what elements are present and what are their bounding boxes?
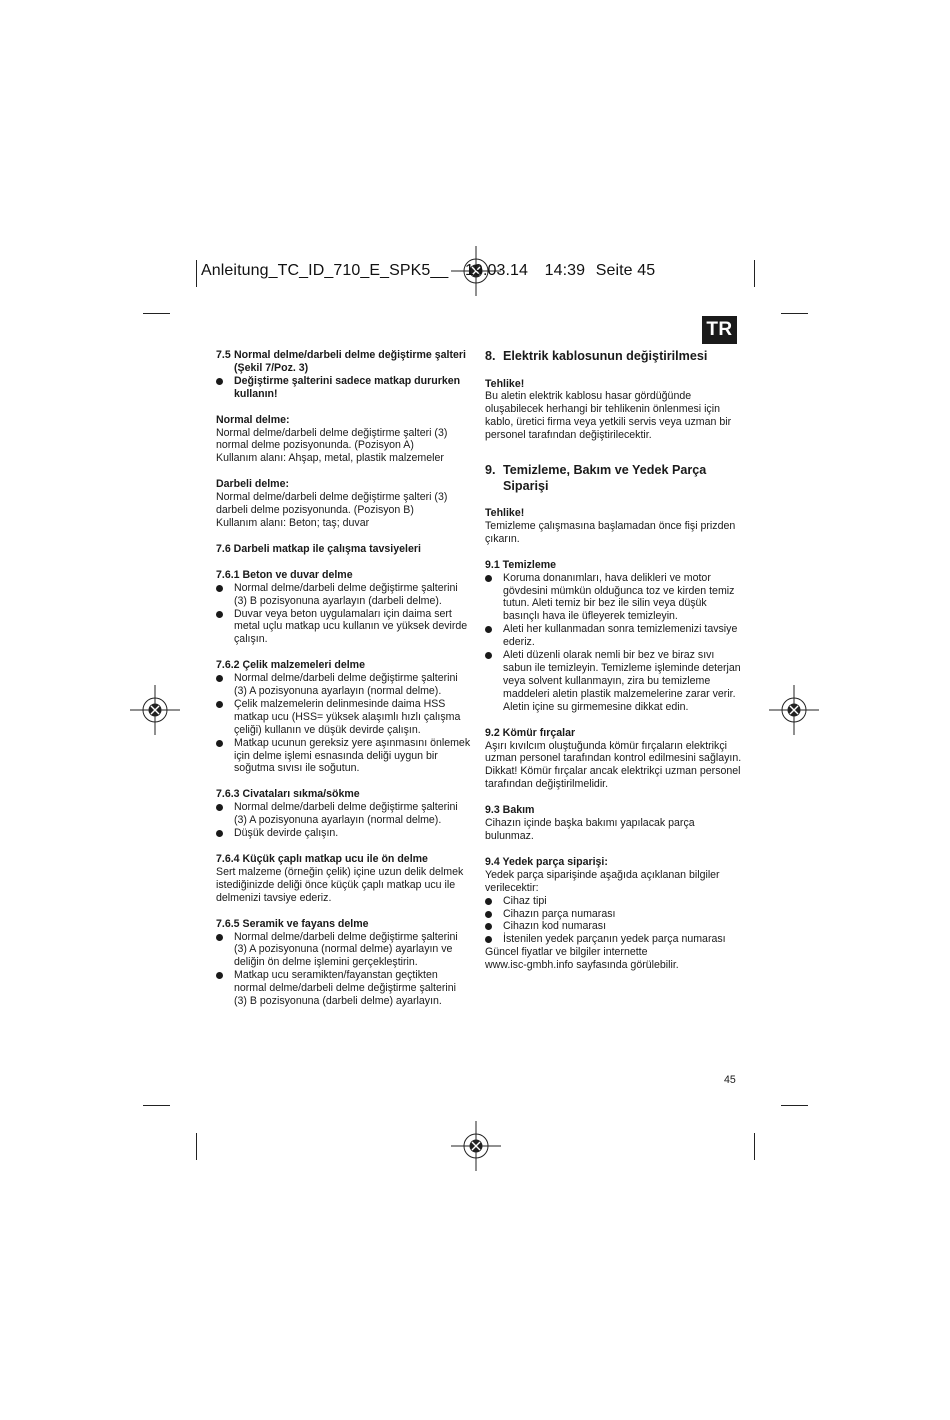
- bullet-icon: [216, 969, 234, 1008]
- slug-page: Seite 45: [595, 262, 656, 279]
- chapter-number: 9.: [485, 463, 496, 478]
- subsection-heading: 9.3 Bakım: [485, 804, 535, 817]
- crop-mark: [754, 1133, 755, 1160]
- paragraph: Bu aletin elektrik kablosu hasar gördüğünde oluşabilecek herhangi bir tehlikenin önlenmesi için kablo, üretici firma veya yetkili servis veya uzman bir personel tarafından değiştirilecektir.: [485, 390, 732, 442]
- paragraph-line: Normal delme/darbeli delme değiştirme şalteri (3): [216, 491, 448, 504]
- list-item: [485, 933, 743, 946]
- section-title: Normal delme/darbeli delme değiştirme şalteri (Şekil 7/Poz. 3): [234, 349, 466, 374]
- slug-file: Anleitung_TC_ID_710_E_SPK5__: [201, 262, 449, 279]
- warning-label: Tehlike!: [485, 377, 525, 390]
- slug-date: 19.03.14: [464, 262, 529, 279]
- bullet-icon: [216, 608, 234, 647]
- list-item-text: Cihazın parça numarası: [503, 907, 616, 920]
- crop-mark: [143, 313, 170, 314]
- chapter-heading: [485, 349, 743, 365]
- paragraph: Aşırı kıvılcım oluştuğunda kömür fırçaların elektrikçi uzman personel tarafından kontrol edilmesini sağlayın.: [485, 739, 742, 765]
- warning-label: Tehlike!: [485, 507, 525, 520]
- subheading: Darbeli delme:: [216, 478, 290, 491]
- bullet-icon: [216, 672, 234, 698]
- list-item-text: İstenilen yedek parçanın yedek parça numarası: [503, 933, 726, 946]
- list-item: [216, 737, 471, 776]
- list-item: [216, 698, 471, 737]
- list-item: [485, 908, 743, 921]
- list-item: [485, 572, 743, 624]
- subsection-heading: 7.6.4 Küçük çaplı matkap ucu ile ön delme: [216, 853, 428, 865]
- paragraph: Dikkat! Kömür fırçalar ancak elektrikçi uzman personel tarafından değiştirilmelidir.: [485, 765, 741, 791]
- registration-mark-icon: [769, 685, 819, 735]
- list-item-text: Aleti her kullanmadan sonra temizlemenizi tavsiye ederiz.: [503, 623, 738, 649]
- bullet-icon: [216, 582, 234, 608]
- crop-mark: [196, 260, 197, 287]
- bullet-icon: [216, 931, 234, 970]
- subsection-heading: 7.6.2 Çelik malzemeleri delme: [216, 659, 365, 672]
- bullet-icon: [485, 572, 503, 624]
- bullet-icon: [216, 737, 234, 776]
- subsection-heading: 9.1 Temizleme: [485, 558, 557, 571]
- paragraph-line: Kullanım alanı: Ahşap, metal, plastik malzemeler: [216, 452, 444, 465]
- bullet-icon: [216, 698, 234, 737]
- paragraph: Yedek parça siparişinde aşağıda açıklanan bilgiler verilecektir:: [485, 868, 720, 894]
- list-item-text: Normal delme/darbeli delme değiştirme şalterini (3) A pozisyonuna ayarlayın (normal delme).: [234, 801, 458, 827]
- list-item-text: Koruma donanımları, hava delikleri ve motor gövdesini mümkün olduğunca toz ve kirden temiz tutun. Aleti temiz bir bez ile silin veya düşük basınçlı hava ile üfleyerek temizleyin.: [503, 571, 735, 623]
- list-item: [216, 672, 471, 698]
- bullet-icon: [216, 801, 234, 827]
- subsection-heading: 7.6.5 Seramik ve fayans delme: [216, 917, 369, 930]
- chapter-title: Temizleme, Bakım ve Yedek Parça Siparişi: [503, 463, 707, 493]
- list-item: [485, 895, 743, 908]
- subheading: Normal delme:: [216, 413, 290, 426]
- section-number: 7.5: [216, 349, 231, 361]
- bullet-icon: [485, 649, 503, 714]
- crop-mark: [754, 260, 755, 287]
- bullet-icon: [485, 623, 503, 649]
- print-slug: [201, 262, 655, 280]
- bullet-icon: [485, 933, 503, 946]
- slug-time: 14:39: [544, 262, 586, 279]
- paragraph-line: darbeli delme pozisyonunda. (Pozisyon B): [216, 504, 414, 517]
- list-item-text: Değiştirme şalterini sadece matkap dururken kullanın!: [234, 374, 461, 400]
- list-item-text: Normal delme/darbeli delme değiştirme şalterini (3) B pozisyonuna ayarlayın (darbeli delme).: [234, 581, 458, 607]
- paragraph-line: Normal delme/darbeli delme değiştirme şalteri (3): [216, 426, 448, 439]
- paragraph: Cihazın içinde başka bakımı yapılacak parça bulunmaz.: [485, 817, 695, 842]
- bullet-icon: [216, 375, 234, 401]
- list-item-text: Matkap ucunun gereksiz yere aşınmasını önlemek için delme işlemi esnasında deliği uygun bir soğutma sıvısı ile soğutun.: [234, 736, 471, 775]
- list-item-text: Cihazın kod numarası: [503, 920, 607, 933]
- chapter-heading: [485, 463, 743, 494]
- crop-mark: [781, 1105, 808, 1106]
- page-number: 45: [724, 1074, 736, 1086]
- bullet-icon: [485, 920, 503, 933]
- subsection-heading: 9.2 Kömür fırçalar: [485, 726, 576, 739]
- section-heading: [216, 349, 471, 375]
- list-item: [216, 801, 471, 827]
- list-item: [216, 931, 471, 970]
- paragraph-line: www.isc-gmbh.info sayfasında görülebilir.: [485, 959, 679, 972]
- list-item-text: Normal delme/darbeli delme değiştirme şalterini (3) A pozisyonuna (normal delme) ayarlayın ve deliğin ön delme işlemini gerçekleştirin.: [234, 930, 458, 969]
- list-item-text: Cihaz tipi: [503, 894, 547, 907]
- list-item: [216, 375, 471, 401]
- section-heading: 7.6 Darbeli matkap ile çalışma tavsiyeleri: [216, 542, 421, 555]
- list-item-text: Matkap ucu seramikten/fayanstan geçtikten normal delme/darbeli delme değiştirme şalterini (3) B pozisyonuna (darbeli delme) ayarlayın.: [234, 969, 456, 1008]
- chapter-title: Elektrik kablosunun değiştirilmesi: [503, 349, 708, 363]
- paragraph-line: Kullanım alanı: Beton; taş; duvar: [216, 516, 370, 529]
- crop-mark: [196, 1133, 197, 1160]
- list-item-text: Aleti düzenli olarak nemli bir bez ve biraz sıvı sabun ile temizleyin. Temizleme işleminde deterjan veya solvent kullanmayın, zira bu temizleme maddeleri aletin plastik malzemelerine zarar verir. Aletin içine su girmemesine dikkat edin.: [503, 649, 741, 713]
- list-item: [485, 649, 743, 714]
- chapter-number: 8.: [485, 349, 496, 363]
- list-item-text: Normal delme/darbeli delme değiştirme şalterini (3) A pozisyonuna ayarlayın (normal delme).: [234, 672, 458, 698]
- list-item-text: Düşük devirde çalışın.: [234, 827, 339, 840]
- list-item-text: Çelik malzemelerin delinmesinde daima HSS matkap ucu (HSS= yüksek alaşımlı hızlı çalışma çeliği) kullanın ve düşük devirde çalışın.: [234, 697, 461, 736]
- list-item: [216, 582, 471, 608]
- list-item: [485, 623, 743, 649]
- paragraph: Sert malzeme (örneğin çelik) içine uzun delik delmek istediğinizde deliği önce küçük çaplı matkap ucu ile delmenizi tavsiye ederiz.: [216, 865, 464, 904]
- list-item: [216, 827, 471, 840]
- registration-mark-icon: [451, 1121, 501, 1171]
- paragraph: Temizleme çalışmasına başlamadan önce fişi prizden çıkarın.: [485, 519, 736, 545]
- bullet-icon: [216, 827, 234, 840]
- bullet-icon: [485, 908, 503, 921]
- list-item: [485, 920, 743, 933]
- crop-mark: [781, 313, 808, 314]
- language-badge: TR: [702, 316, 737, 344]
- bullet-icon: [485, 895, 503, 908]
- subsection-heading: 9.4 Yedek parça siparişi:: [485, 855, 608, 868]
- left-column: [216, 349, 471, 1008]
- list-item-text: Duvar veya beton uygulamaları için daima sert metal uçlu matkap ucu kullanın ve yüksek devirde çalışın.: [234, 607, 468, 646]
- list-item: [216, 608, 471, 647]
- subsection-heading: 7.6.1 Beton ve duvar delme: [216, 568, 353, 581]
- paragraph-line: Güncel fiyatlar ve bilgiler internette: [485, 946, 648, 959]
- paragraph-line: normal delme pozisyonunda. (Pozisyon A): [216, 439, 414, 452]
- right-column: [485, 349, 743, 972]
- list-item: [216, 969, 471, 1008]
- subsection-heading: 7.6.3 Civataları sıkma/sökme: [216, 788, 360, 801]
- crop-mark: [143, 1105, 170, 1106]
- registration-mark-icon: [130, 685, 180, 735]
